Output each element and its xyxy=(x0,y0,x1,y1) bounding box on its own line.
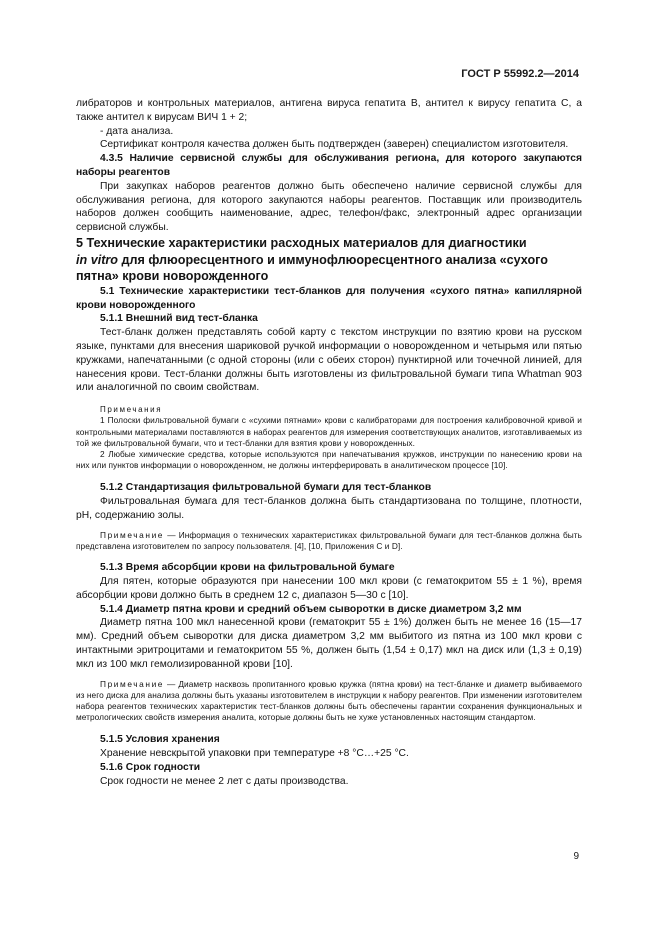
paragraph-5-1-2: Фильтровальная бумага для тест-бланков должна быть стандартизована по толщине, плотности, pH, содержанию золы. xyxy=(76,496,582,521)
paragraph-5-1-6: Срок годности не менее 2 лет с даты производства. xyxy=(100,775,349,787)
heading-5-1-2: 5.1.2 Стандартизация фильтровальной бумаги для тест-бланков xyxy=(100,482,432,494)
document-header: ГОСТ Р 55992.2—2014 xyxy=(461,68,579,80)
heading-5-1-5: 5.1.5 Условия хранения xyxy=(100,734,220,746)
paragraph-certificate: Сертификат контроля качества должен быть подтвержден (заверен) специалистом изготовителя. xyxy=(100,139,569,151)
note-2: 2 Любые химические средства, которые используются при напечатывания кружков, инструкции по нанесению крови на них или пунктов информации о новорожденном, не должны интерферировать в аналитическом процессе [10]. xyxy=(76,448,582,471)
paragraph-5-1-5: Хранение невскрытой упаковки при температуре +8 °С…+25 °С. xyxy=(100,748,409,760)
paragraph-5-1-4: Диаметр пятна 100 мкл нанесенной крови (гематокрит 55 ± 1%) должен быть не менее 16 (15—17 мм). Средний объем сыворотки для диска диаметром 3,2 мм выбитого из пятна из 100 мкл крови с интактными эритроцитами и гематокритом 55 %, должен быть (1,54 ± 0,17) мкл на диск или (1,3 ± 0,19) мкл из 100 мкл гемолизированной крови [10]. xyxy=(76,617,582,670)
note-1: 1 Полоски фильтровальной бумаги с «сухими пятнами» крови с калибраторами для построения калибровочной кривой и контрольными материалами поставляются в наборах реагентов для измерения соответствующих аналитов, изготавливаемых из той же фильтровальной бумаги, что и тест-бланки для взятия крови у новорожденных. xyxy=(76,415,582,448)
heading-5-1-4: 5.1.4 Диаметр пятна крови и средний объем сыворотки в диске диаметром 3,2 мм xyxy=(100,603,522,615)
heading-5-1: 5.1 Технические характеристики тест-бланков для получения «сухого пятна» капиллярной крови новорожденного xyxy=(76,285,582,311)
heading-4-3-5: 4.3.5 Наличие сервисной службы для обслуживания региона, для которого закупаются наборы реагентов xyxy=(76,153,582,178)
paragraph-continued: либраторов и контрольных материалов, антигена вируса гепатита В, антител к вирусу гепатита С, а также антител к вирусам ВИЧ 1 + 2; xyxy=(76,98,582,123)
page-number: 9 xyxy=(573,851,579,862)
list-item-date: - дата анализа. xyxy=(100,125,174,137)
page-content xyxy=(76,97,582,789)
paragraph-5-1-3: Для пятен, которые образуются при нанесении 100 мкл крови (с гематокритом 55 ± 1 %), время абсорбции крови должно быть в среднем 12 с, диапазон 5—30 с [10]. xyxy=(76,575,582,601)
notes-label: Примечания xyxy=(100,405,163,415)
heading-5-1-3: 5.1.3 Время абсорбции крови на фильтровальной бумаге xyxy=(100,562,395,574)
heading-5-1-1: 5.1.1 Внешний вид тест-бланка xyxy=(100,313,258,325)
note-5-1-4: Примечание — Диаметр насквозь пропитанного кровью кружка (пятна крови) на тест-бланке и диаметр выбиваемого из него диска для анализа должны быть указаны изготовителем в инструкции к набору реагентов. При изменении изготовителем набора реагентов технических характеристик тест-бланков должны быть обеспечены гарантии сохранения функциональных и метрологических свойств измерения аналита, которые должны быть не хуже установленных настоящим стандартом. xyxy=(76,678,582,723)
heading-5-1-6: 5.1.6 Срок годности xyxy=(100,761,201,773)
note-5-1-2: Примечание — Информация о технических характеристиках фильтровальной бумаги для тест-бланков должна быть представлена изготовителем по запросу пользователя. [4], [10, Приложения C и D]. xyxy=(76,529,582,551)
paragraph-5-1-1: Тест-бланк должен представлять собой карту с текстом инструкции по взятию крови на русском языке, пунктами для внесения шариковой ручкой информации о новорожденном и четырьмя или пятью кружками, напечатанными (с одной стороны (или с обеих сторон) пунктирной или точечной линией, для нанесения крови. Тест-бланки должны быть изготовлены из фильтровальной бумаги типа Whatman 903 или аналогичной по своим свойствам. xyxy=(76,327,582,394)
section-5-title: 5 Технические характеристики расходных материалов для диагностики in vitro для флюоресцентного и иммунофлюоресцентного анализа «сухого пятна» крови новорожденного xyxy=(76,235,548,284)
paragraph-4-3-5: При закупках наборов реагентов должно быть обеспечено наличие сервисной службы для обслуживания региона, для которого закупаются наборы реагентов. Поставщик или производитель наборов должен сообщить наименование, адрес, телефон/факс, электронный адрес организации сервисной службы. xyxy=(76,180,582,234)
